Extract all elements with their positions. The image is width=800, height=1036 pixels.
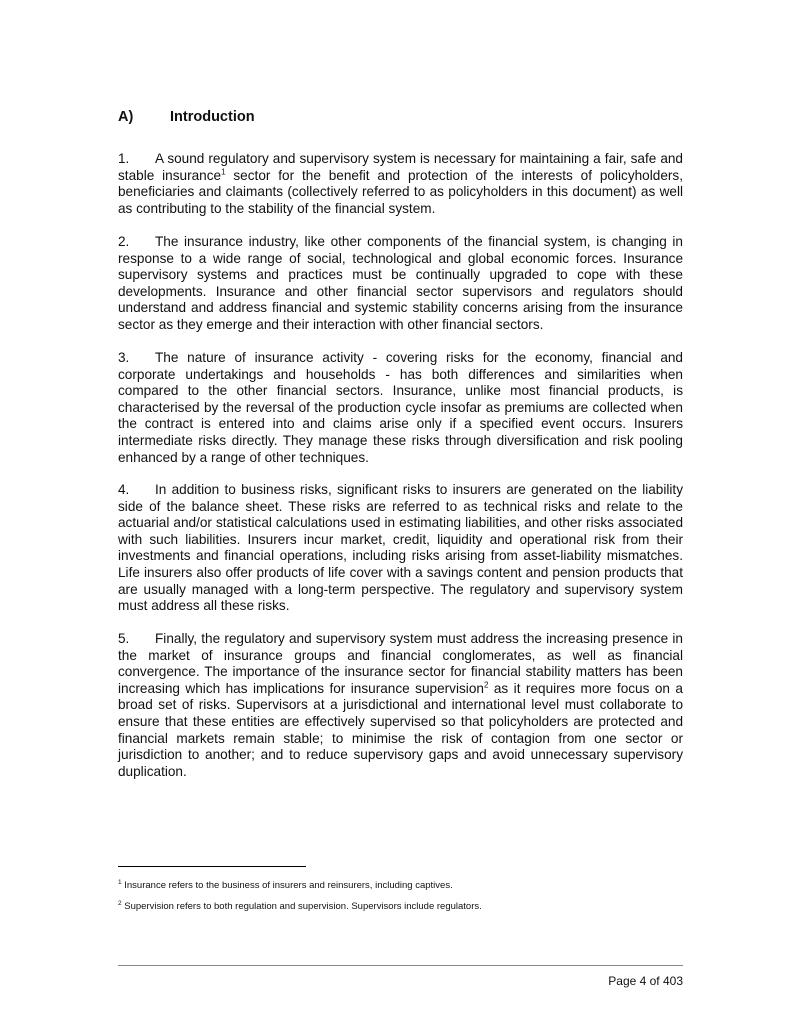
paragraph-number: 4. bbox=[118, 482, 130, 497]
paragraph-text: A sound regulatory and supervisory system is necessary for maintaining a fair, safe and stable insurance bbox=[118, 151, 683, 183]
paragraph-text: In addition to business risks, significant risks to insurers are generated on the liability side of the balance sheet. These risks are referred to as technical risks and relate to the actuarial and/or statistical calculations used in estimating liabilities, and other risks associated with such liabilities. Insurers incur market, credit, liquidity and operational risk from their investments and financial operations, including risks arising from asset-liability mismatches. Life insurers also offer products of life cover with a savings content and pension products that are usually managed with a long-term perspective. The regulatory and supervisory system must address all these risks. bbox=[118, 482, 683, 614]
footnote-separator bbox=[118, 866, 306, 867]
footnote-2 bbox=[118, 901, 683, 913]
footnote-text: Insurance refers to the business of insurers and reinsurers, including captives. bbox=[121, 880, 453, 891]
paragraph-4 bbox=[118, 482, 683, 615]
paragraph-number: 2. bbox=[118, 234, 130, 249]
footer-divider bbox=[118, 965, 683, 966]
footnote-text: Supervision refers to both regulation and supervision. Supervisors include regulators. bbox=[121, 901, 482, 912]
paragraph-text: as it requires more focus on a broad set of risks. Supervisors at a jurisdictional and international level must collaborate to ensure that these entities are effectively supervised so that policyholders are protected and financial markets remain stable; to minimise the risk of contagion from one sector or jurisdiction to another; and to reduce supervisory gaps and avoid unnecessary supervisory duplication. bbox=[118, 680, 683, 779]
paragraph-number: 5. bbox=[118, 631, 130, 646]
paragraph-number: 1. bbox=[118, 151, 130, 166]
paragraph-3 bbox=[118, 350, 683, 466]
section-heading bbox=[118, 109, 255, 125]
paragraph-text: Finally, the regulatory and supervisory system must address the increasing presence in the market of insurance groups and financial conglomerates, as well as financial convergence. The importance of the insurance sector for financial stability matters has been increasing which has implications for insurance supervision bbox=[118, 631, 683, 696]
page-number: Page 4 of 403 bbox=[608, 974, 683, 988]
section-number: A) bbox=[118, 109, 134, 125]
paragraph-5 bbox=[118, 631, 683, 780]
footnote-marker: 1 bbox=[118, 878, 122, 886]
paragraph-number: 3. bbox=[118, 350, 130, 365]
footnote-ref: 2 bbox=[483, 680, 489, 690]
paragraph-text: The nature of insurance activity - covering risks for the economy, financial and corporate undertakings and households - has both differences and similarities when compared to the other financial sectors. Insurance, unlike most financial products, is characterised by the reversal of the production cycle insofar as premiums are collected when the contract is entered into and claims arise only if a specified event occurs. Insurers intermediate risks directly. They manage these risks through diversification and risk pooling enhanced by a range of other techniques. bbox=[118, 350, 683, 465]
footnote-1 bbox=[118, 880, 683, 892]
paragraph-2 bbox=[118, 234, 683, 334]
footnote-marker: 2 bbox=[118, 899, 122, 907]
paragraph-text: The insurance industry, like other components of the financial system, is changing in response to a wide range of social, technological and global economic forces. Insurance supervisory systems and practices must be continually upgraded to cope with these developments. Insurance and other financial sector supervisors and regulators should understand and address financial and systemic stability concerns arising from the insurance sector as they emerge and their interaction with other financial sectors. bbox=[118, 234, 683, 332]
paragraph-1 bbox=[118, 151, 683, 217]
footnote-ref: 1 bbox=[221, 167, 226, 177]
section-title: Introduction bbox=[170, 109, 255, 125]
paragraph-text: sector for the benefit and protection of the interests of policyholders, beneficiaries and claimants (collectively referred to as policyholders in this document) as well as contributing to the stability of the financial system. bbox=[118, 167, 683, 216]
